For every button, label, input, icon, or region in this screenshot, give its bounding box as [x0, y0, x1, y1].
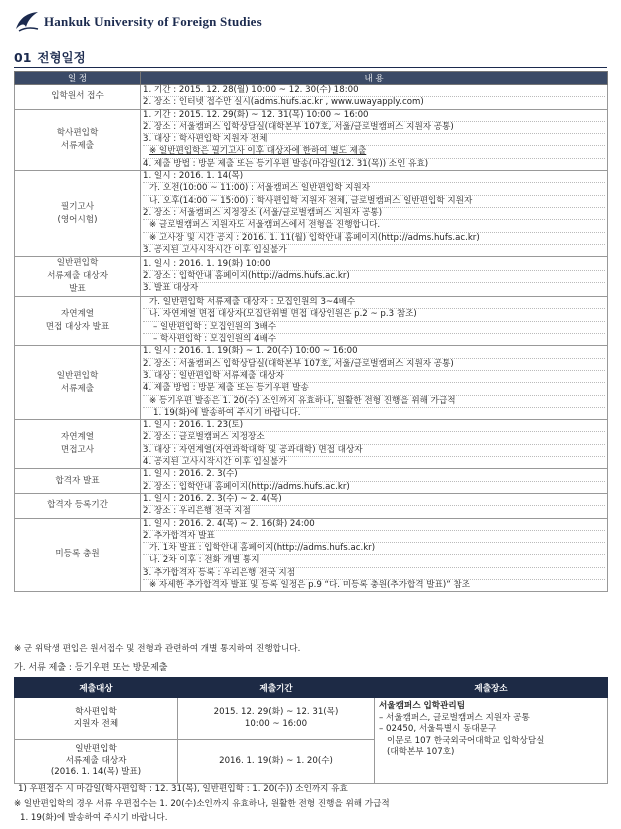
submission-target: 학사편입학 지원자 전체	[15, 698, 178, 740]
table-row	[15, 518, 608, 592]
row-label: 합격자 발표	[15, 469, 141, 494]
row-content: 1. 일시 : 2016. 2. 3(수) ~ 2. 4(목) 2. 장소 : 우리은행 전국 지점	[141, 493, 608, 518]
row-label: 자연계열 면접 대상자 발표	[15, 297, 141, 346]
row-label: 자연계열 면접고사	[15, 420, 141, 469]
table-row	[15, 698, 608, 740]
submission-header-row	[15, 678, 608, 698]
schedule-header-row	[15, 72, 608, 85]
submission-target: 일반편입학 서류제출 대상자 (2016. 1. 14(목) 발표)	[15, 740, 178, 784]
row-content: 1. 일시 : 2016. 1. 23(토) 2. 장소 : 글로벌캠퍼스 지정장소 3. 대상 : 자연계열(자연과학대학 및 공과대학) 면접 대상자 4. 공지된 고사시작시간 이후 입실불가	[141, 420, 608, 469]
university-logo	[14, 8, 262, 36]
row-content: 1. 일시 : 2016. 1. 14(목) 가. 오전(10:00 ~ 11:00) : 서울캠퍼스 일반편입학 지원자 나. 오후(14:00 ~ 15:00) : 학사편입학 지원자 전체, 글로벌캠퍼스 일반편입학 지원자 2. 장소 : 서울캠퍼스 지정장소 (서울/글로벌캠퍼스 지원자 공통) ※ 글로벌캠퍼스 지원자도 서울캠퍼스에서 전형을 진행합니다. ※ 고사장 및 시간 공지 : 2016. 1. 11(월) 입학안내 홈페이지(http://adms.hufs.ac.kr) 3. 공지된 고사시작시간 이후 입실불가	[141, 171, 608, 257]
subsection-title: 가. 서류 제출 : 등기우편 또는 방문제출	[14, 663, 168, 673]
section-title	[14, 48, 86, 66]
university-emblem-icon	[14, 9, 40, 35]
header-period: 제출기간	[178, 678, 375, 698]
row-label: 미등록 충원	[15, 518, 141, 592]
header-place: 제출장소	[375, 678, 608, 698]
table-row	[15, 346, 608, 420]
row-content: 1. 기간 : 2015. 12. 29(화) ~ 12. 31(목) 10:00 ~ 16:00 2. 장소 : 서울캠퍼스 입학상담실(대학본부 107호, 서울/글로벌캠퍼스 지원자 공통) 3. 대상 : 학사편입학 지원자 전체 ※ 일반편입학은 필기고사 이후 대상자에 한하여 별도 제출 4. 제출 방법 : 방문 제출 또는 등기우편 발송(마감일(12. 31(목)) 소인 유효)	[141, 109, 608, 170]
row-label: 학사편입학 서류제출	[15, 109, 141, 170]
row-label: 필기고사 (영어시험)	[15, 171, 141, 257]
header-target: 제출대상	[15, 678, 178, 698]
schedule-table	[14, 71, 608, 592]
footnote-postmark: 1) 우편접수 시 마감일(학사편입학 : 12. 31(목), 일반편입학 : 1. 20(수)) 소인까지 유효	[18, 784, 348, 794]
submission-period: 2016. 1. 19(화) ~ 1. 20(수)	[178, 740, 375, 784]
row-label: 합격자 등록기간	[15, 493, 141, 518]
row-content: 1. 일시 : 2016. 2. 3(수) 2. 장소 : 입학안내 홈페이지(http://adms.hufs.ac.kr)	[141, 469, 608, 494]
row-label: 일반편입학 서류제출 대상자 발표	[15, 257, 141, 297]
footnote-general-transfer-cont: 1. 19(화)에 발송하여 주시기 바랍니다.	[20, 813, 168, 823]
header-schedule: 일 정	[15, 72, 141, 85]
row-label: 입학원서 접수	[15, 85, 141, 110]
row-content: 1. 일시 : 2016. 1. 19(화) 10:00 2. 장소 : 입학안내 홈페이지(http://adms.hufs.ac.kr) 3. 발표 대상자	[141, 257, 608, 297]
table-row	[15, 297, 608, 346]
header-content: 내 용	[141, 72, 608, 85]
submission-place: 서울캠퍼스 입학관리팀 – 서울캠퍼스, 글로벌캠퍼스 지원자 공통 – 02450, 서울특별시 동대문구 이문로 107 한국외국어대학교 입학상담실 (대학본부 107호)	[375, 698, 608, 784]
table-row	[15, 85, 608, 110]
submission-table	[14, 677, 608, 784]
row-content: 가. 일반편입학 서류제출 대상자 : 모집인원의 3~4배수 나. 자연계열 면접 대상자(모집단위별 면접 대상인원은 p.2 ~ p.3 참조) – 일반편입학 : 모집인원의 3배수 – 학사편입학 : 모집인원의 4배수	[141, 297, 608, 346]
table-row	[15, 171, 608, 257]
section-title-text: 전형일정	[37, 50, 86, 65]
submission-period: 2015. 12. 29(화) ~ 12. 31(목) 10:00 ~ 16:00	[178, 698, 375, 740]
table-row	[15, 493, 608, 518]
table-row	[15, 257, 608, 297]
military-note: ※ 군 위탁생 편입은 원서접수 및 전형과 관련하여 개별 통지하여 진행합니다.	[14, 644, 301, 654]
row-content: 1. 일시 : 2016. 2. 4(목) ~ 2. 16(화) 24:00 2. 추가합격자 발표 가. 1차 발표 : 입학안내 홈페이지(http://adms.hufs.ac.kr) 나. 2차 이후 : 전화 개별 통지 3. 추가합격자 등록 : 우리은행 전국 지점 ※ 자세한 추가합격자 발표 및 등록 일정은 p.9 “다. 미등록 충원(추가합격 발표)” 참조	[141, 518, 608, 592]
table-row	[15, 420, 608, 469]
section-rule	[14, 67, 607, 68]
row-content: 1. 일시 : 2016. 1. 19(화) ~ 1. 20(수) 10:00 ~ 16:00 2. 장소 : 서울캠퍼스 입학상담실(대학본부 107호, 서울/글로벌캠퍼스 지원자 공통) 3. 대상 : 일반편입학 서류제출 대상자 4. 제출 방법 : 방문 제출 또는 등기우편 발송 ※ 등기우편 발송은 1. 20(수) 소인까지 유효하나, 원활한 전형 진행을 위해 가급적 1. 19(화)에 발송하여 주시기 바랍니다.	[141, 346, 608, 420]
row-content: 1. 기간 : 2015. 12. 28(월) 10:00 ~ 12. 30(수) 18:00 2. 장소 : 인터넷 접수만 실시(adms.hufs.ac.kr , www.uwayapply.com)	[141, 85, 608, 110]
footnote-general-transfer: ※ 일반편입학의 경우 서류 우편접수는 1. 20(수)소인까지 유효하나, 원활한 전형 진행을 위해 가급적	[14, 799, 390, 809]
section-number: 01	[14, 50, 32, 65]
table-row	[15, 109, 608, 170]
university-name: Hankuk University of Foreign Studies	[44, 14, 262, 29]
table-row	[15, 469, 608, 494]
row-label: 일반편입학 서류제출	[15, 346, 141, 420]
